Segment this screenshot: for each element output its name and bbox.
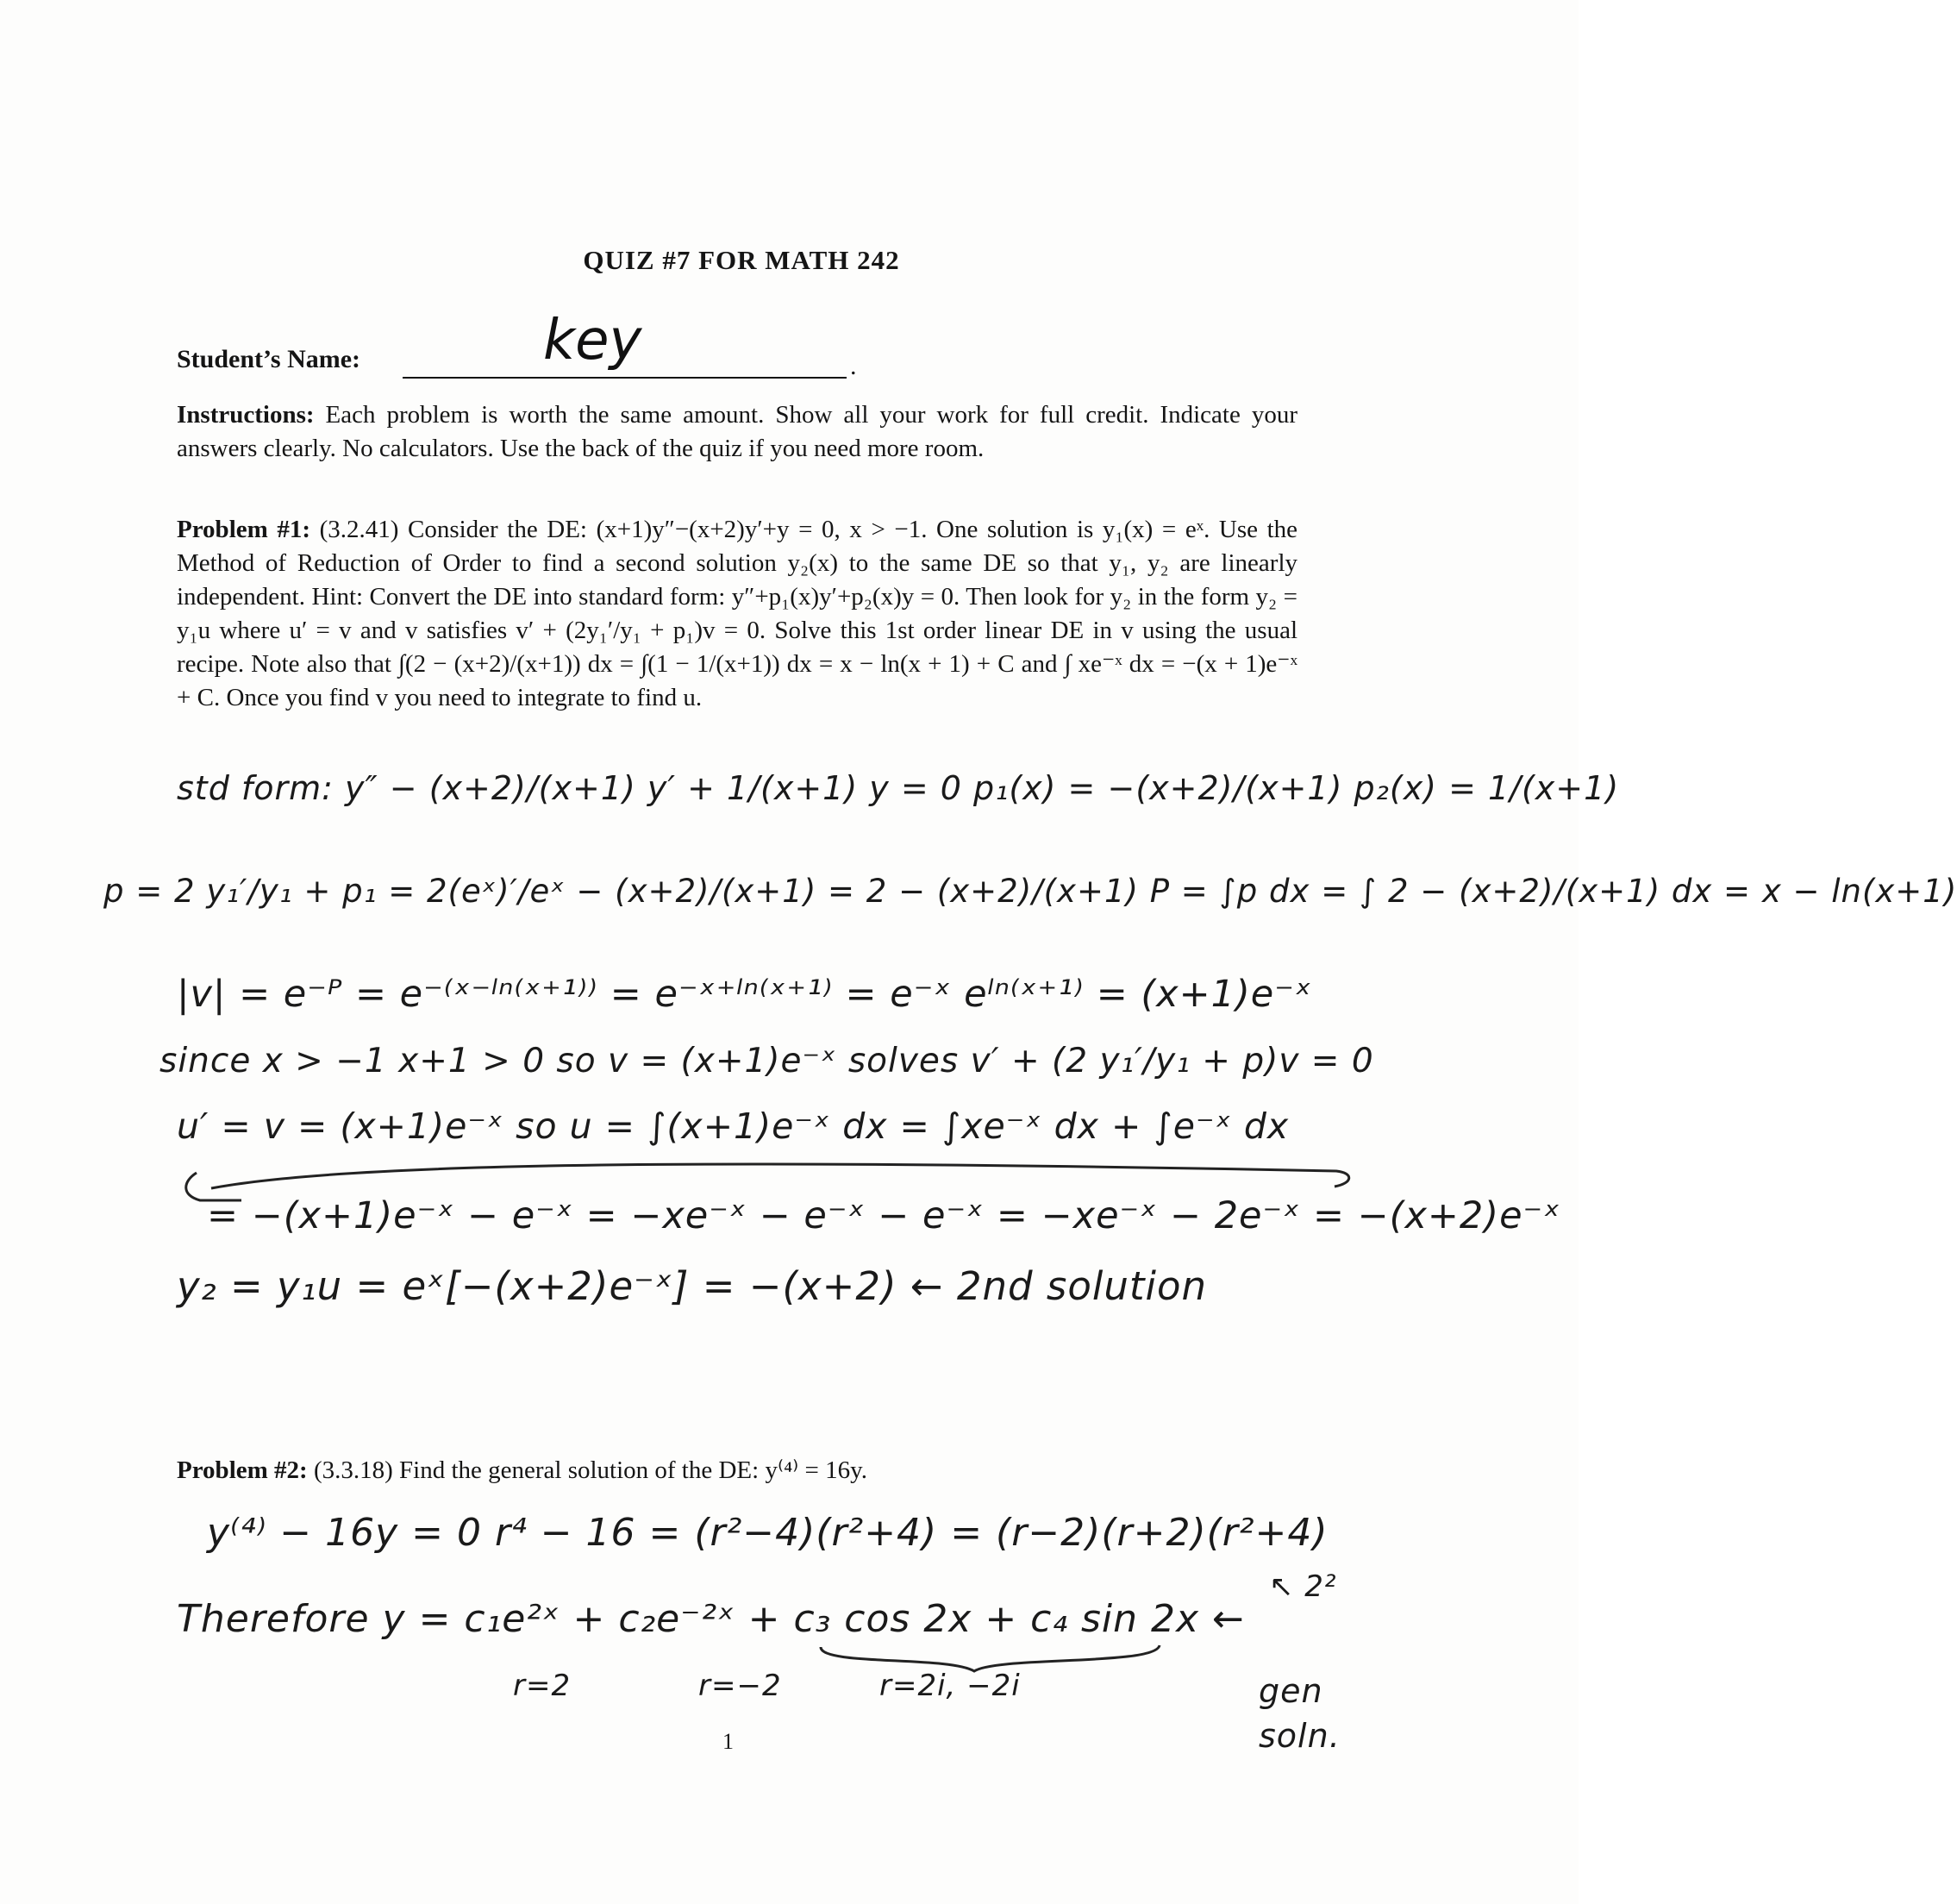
work-line-5: u′ = v = (x+1)e⁻ˣ so u = ∫(x+1)e⁻ˣ dx = ∫xe⁻ˣ dx + ∫e⁻ˣ dx: [177, 1105, 1290, 1147]
work2-root-1: r=2: [513, 1669, 572, 1703]
page-title: QUIZ #7 FOR MATH 242: [583, 245, 900, 275]
instructions-text: Each problem is worth the same amount. Show all your work for full credit. Indicate your answers clearly. No calculators. Use the back of the quiz if you need more room.: [177, 401, 1298, 462]
wrap-arrow-curve: [211, 1164, 1349, 1188]
student-name-label: Student’s Name:: [177, 345, 361, 373]
work2-line-1: y⁽⁴⁾ − 16y = 0 r⁴ − 16 = (r²−4)(r²+4) = (r−2)(r+2)(r²+4): [207, 1511, 1329, 1555]
work-line-7: y₂ = y₁u = eˣ[−(x+2)e⁻ˣ] = −(x+2) ← 2nd solution: [177, 1263, 1208, 1309]
work2-root-2: r=−2: [698, 1669, 782, 1703]
work-line-3: |v| = e⁻ᴾ = e⁻⁽ˣ⁻ˡⁿ⁽ˣ⁺¹⁾⁾ = e⁻ˣ⁺ˡⁿ⁽ˣ⁺¹⁾ = e⁻ˣ eˡⁿ⁽ˣ⁺¹⁾ = (x+1)e⁻ˣ: [177, 973, 1313, 1016]
work2-root-3: r=2i, −2i: [879, 1669, 1021, 1703]
problem-1-text: (3.2.41) Consider the DE: (x+1)y″−(x+2)y′+y = 0, x > −1. One solution is y₁(x) = eˣ. Use the Method of Reduction of Order to find a second solution y₂(x) to the same DE so that y₁, y₂ are linearly independent. Hint: Convert the DE into standard form: y″+p₁(x)y′+p₂(x)y = 0. Then look for y₂ in the form y₂ = y₁u where u′ = v and v satisfies v′ + (2y₁′/y₁ + p₁)v = 0. Solve this 1st order linear DE in v using the usual recipe. Note also that ∫(2 − (x+2)/(x+1)) dx = ∫(1 − 1/(x+1)) dx = x − ln(x + 1) + C and ∫ xe⁻ˣ dx = −(x + 1)e⁻ˣ + C. Once you find v you need to integrate to find u.: [177, 516, 1298, 711]
work2-line-2: Therefore y = c₁e²ˣ + c₂e⁻²ˣ + c₃ cos 2x + c₄ sin 2x ←: [177, 1597, 1245, 1641]
problem-2-text: (3.3.18) Find the general solution of the DE: y⁽⁴⁾ = 16y.: [313, 1456, 868, 1484]
work2-gen-soln-note: gen soln.: [1259, 1672, 1341, 1755]
student-name-value: key: [543, 309, 642, 373]
problem-1-label: Problem #1:: [177, 516, 311, 543]
underbrace: [821, 1645, 1160, 1671]
instructions-label: Instructions:: [177, 401, 315, 429]
work-line-1: std form: y″ − (x+2)/(x+1) y′ + 1/(x+1) y = 0 p₁(x) = −(x+2)/(x+1) p₂(x) = 1/(x+1): [177, 769, 1620, 807]
work-line-6: = −(x+1)e⁻ˣ − e⁻ˣ = −xe⁻ˣ − e⁻ˣ − e⁻ˣ = −xe⁻ˣ − 2e⁻ˣ = −(x+2)e⁻ˣ: [207, 1194, 1561, 1237]
work2-note-2squared: ↖ 2²: [1269, 1569, 1337, 1604]
page-number: 1: [722, 1729, 734, 1754]
problem-2-label: Problem #2:: [177, 1456, 308, 1484]
work-line-4: since x > −1 x+1 > 0 so v = (x+1)e⁻ˣ solves v′ + (2 y₁′/y₁ + p)v = 0: [159, 1042, 1374, 1080]
name-period: .: [850, 352, 857, 380]
work-line-2: p = 2 y₁′/y₁ + p₁ = 2(eˣ)′/eˣ − (x+2)/(x+1) = 2 − (x+2)/(x+1) P = ∫p dx = ∫ 2 − (x+2)/(x+1) dx = x − ln(x+1): [103, 873, 1957, 910]
